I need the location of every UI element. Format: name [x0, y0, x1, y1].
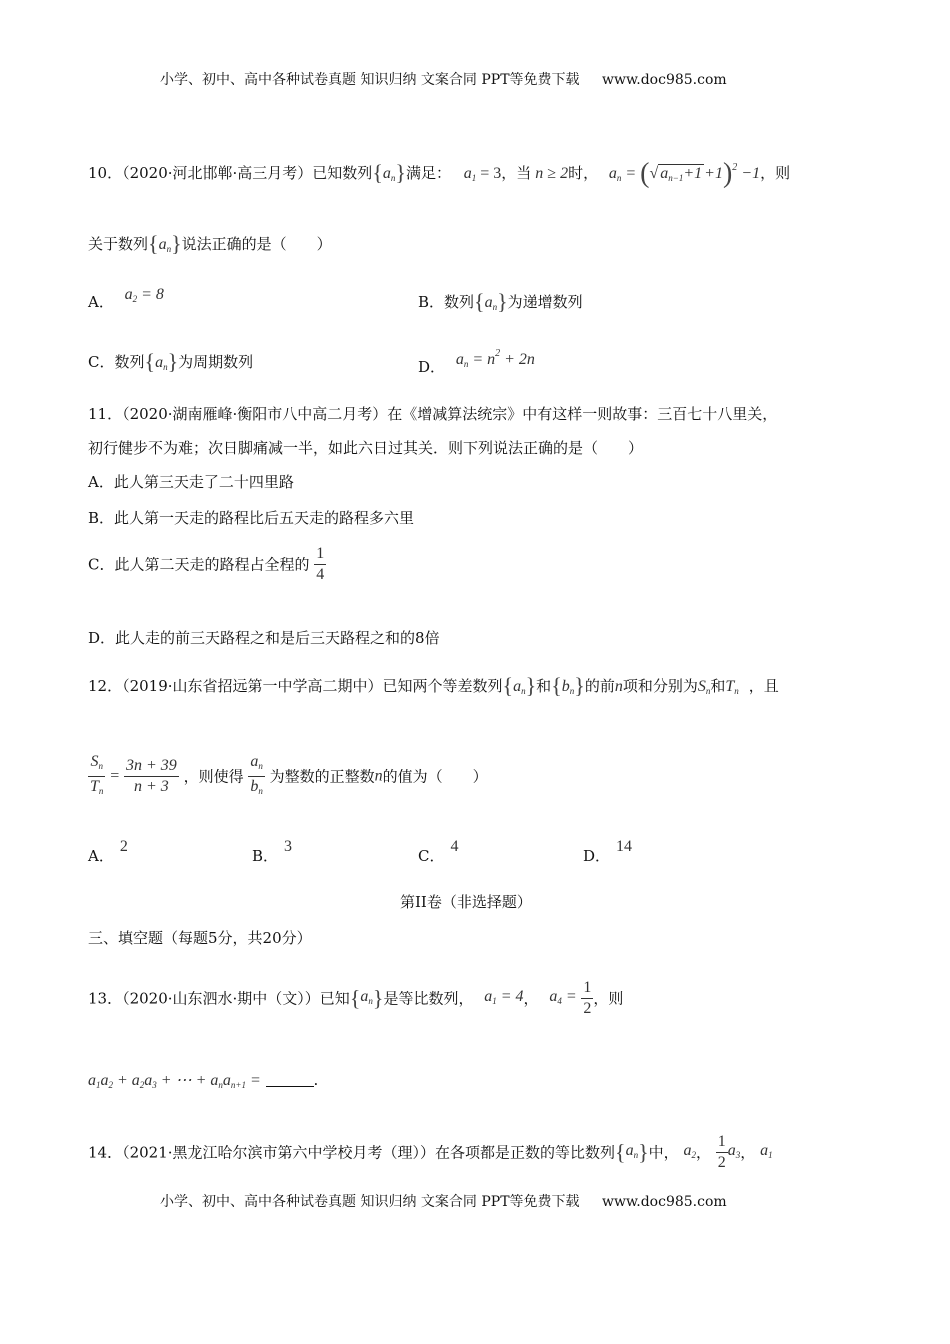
text: 项和分别为: [622, 677, 698, 695]
option-value: 14: [616, 838, 633, 855]
fraction: $\frac{1}{2}$: [583, 979, 592, 1017]
question-number: 12．: [88, 677, 123, 695]
option-10-a[interactable]: A． $a_2 = 8$: [88, 286, 164, 311]
math-part: −1: [741, 165, 761, 182]
text: 时，: [568, 164, 599, 182]
option-value: 4: [450, 838, 459, 855]
math-part: = 4: [500, 987, 524, 1005]
math-part: + ⋯ +: [160, 1072, 207, 1089]
math-a1-value: = 3: [476, 165, 502, 182]
math-n: n: [614, 678, 623, 695]
option-11-c[interactable]: [88, 544, 326, 585]
text: 为周期数列: [178, 353, 254, 371]
math-recurrence: $a_n$ = (√ $a_{n-1}+1 +1)^2 -1$: [608, 158, 761, 189]
option-label: C．: [88, 353, 115, 371]
option-10-b[interactable]: B．数列$\{a_n\}$为递增数列: [418, 289, 583, 314]
question-number: 10．: [88, 164, 123, 182]
question-source: （2020·山东泗水·期中（文））已知: [122, 989, 350, 1008]
text: 为递增数列: [507, 293, 583, 311]
text: 中，: [648, 1143, 679, 1162]
text: 数列: [444, 293, 475, 311]
question-number: 14．: [88, 1143, 123, 1162]
fraction: $\frac{1}{4}$: [316, 545, 325, 583]
text: 的值为（ ）: [382, 767, 488, 786]
fraction-sn-tn: $\frac{S_n}{T_n}$: [90, 753, 104, 796]
option-12-b[interactable]: [252, 838, 293, 867]
question-11-line2: 初行健步不为难；次日脚痛减一半，如此六日过其关．则下列说法正确的是（ ）: [88, 439, 644, 457]
question-11-line1: 11．（2020·湖南雁峰·衡阳市八中高二月考）在《增减算法统宗》中有这样一则故事：三百七十八里关，: [88, 405, 778, 423]
math-part: +1: [683, 165, 703, 182]
header-text: 小学、初中、高中各种试卷真题 知识归纳 文案合同 PPT等免费下载: [160, 72, 580, 88]
option-10-c[interactable]: C．数列$\{a_n\}$为周期数列: [88, 349, 254, 374]
question-source: （2020·河北邯郸·高三月考）已知数列: [122, 164, 373, 182]
text: 的前: [584, 677, 615, 695]
option-11-b[interactable]: B．此人第一天走的路程比后五天走的路程多六里: [88, 509, 415, 527]
option-11-d[interactable]: D．此人走的前三天路程之和是后三天路程之和的8倍: [88, 629, 440, 647]
math-expression: $a_1a_2 + a_2a_3$ + ⋯ + $a_na_{n+1}$ =: [88, 1072, 261, 1090]
question-12-line2: $\frac{S_n}{T_n}$ = $\frac{3n + 39}{n + 3}$ ，则使得 $\frac{a_n}{b_n}$ 为整数的正整数n的值为（ ）: [88, 752, 488, 801]
question-number: 13．: [88, 989, 123, 1008]
question-10-line1: 10．（2020·河北邯郸·高三月考）已知数列$\{a_n\}$满足： $a_1 = 3$，当 n ≥ 2时， $a_n$ = (√ $a_{n-1}+1 +1)^2 -1$，则: [88, 158, 791, 189]
option-label: B．: [252, 847, 279, 865]
option-10-d[interactable]: D． $a_n = n^2 + 2n$: [418, 348, 535, 376]
question-13-line2: [88, 1070, 318, 1095]
text: ，则: [760, 164, 791, 182]
math-part: + 2n: [504, 351, 535, 368]
option-12-d[interactable]: [583, 838, 633, 867]
page-footer: [160, 1192, 727, 1212]
text: 是等比数列，: [383, 989, 474, 1008]
question-source: （2021·黑龙江哈尔滨市第六中学校月考（理））在各项都是正数的等比数列: [122, 1143, 616, 1162]
footer-url: www.doc985.com: [601, 1194, 727, 1210]
text: ，当: [501, 164, 532, 182]
answer-blank[interactable]: [266, 1070, 314, 1087]
fraction: $\frac{1}{2}$: [717, 1133, 726, 1171]
math-a1: $a_1$: [463, 165, 477, 183]
text: 为整数的正整数: [269, 767, 375, 786]
question-12-line1: 12．（2019·山东省招远第一中学高二期中）已知两个等差数列$\{a_n\}$和$\{b_n\}$的前n项和分别为$S_n$和$T_n$ ，且: [88, 673, 779, 698]
question-13-line1: 13．（2020·山东泗水·期中（文））已知$\{a_n\}$是等比数列， $a_1 = 4$， $a_4$ = $\frac{1}{2}$ ，则: [88, 979, 624, 1017]
option-text: C．此人第二天走的路程占全程的: [88, 555, 310, 574]
text: 满足：: [405, 164, 451, 182]
option-value: 3: [284, 838, 293, 855]
text: 说法正确的是（ ）: [181, 235, 332, 253]
option-label: A．: [88, 293, 114, 311]
text: 数列: [114, 353, 145, 371]
text: .: [313, 1071, 319, 1089]
option-12-c[interactable]: [418, 838, 459, 867]
question-14-line1: 14．（2021·黑龙江哈尔滨市第六中学校月考（理））在各项都是正数的等比数列$\{a_n\}$中， $a_2$， $\frac{1}{2}$ $a_3$， $a_1$: [88, 1133, 773, 1171]
page-header: [160, 70, 727, 90]
section-subtitle: 三、填空题（每题5分，共20分）: [88, 929, 312, 947]
math-n: n: [374, 767, 383, 785]
text: ，且: [748, 677, 779, 695]
question-10-line2: 关于数列$\{a_n\}$说法正确的是（ ）: [88, 231, 332, 256]
option-label: B．: [418, 293, 445, 311]
option-12-a[interactable]: [88, 838, 128, 867]
math-part: = 8: [141, 286, 164, 303]
option-label: D．: [583, 847, 611, 865]
text: ，则使得: [183, 767, 244, 786]
option-label: A．: [88, 847, 114, 865]
option-value: 2: [119, 838, 128, 855]
question-source: （2019·山东省招远第一中学高二期中）已知两个等差数列: [122, 677, 503, 695]
text: 和: [710, 677, 726, 695]
section-title: 第II卷（非选择题）: [400, 893, 532, 911]
option-label: C．: [418, 847, 445, 865]
option-label: D．: [418, 358, 446, 376]
footer-text: 小学、初中、高中各种试卷真题 知识归纳 文案合同 PPT等免费下载: [160, 1194, 580, 1210]
math-part: =: [249, 1072, 261, 1089]
option-11-a[interactable]: A．此人第三天走了二十四里路: [88, 473, 294, 491]
text: 和: [536, 677, 552, 695]
text: ，则: [593, 989, 624, 1008]
header-url: www.doc985.com: [601, 72, 727, 88]
fraction-an-bn: $\frac{a_n}{b_n}$: [250, 753, 263, 796]
text: 关于数列: [88, 235, 149, 253]
fraction-ratio: $\frac{3n + 39}{n + 3}$: [126, 757, 177, 795]
math-condition: n ≥ 2: [535, 165, 569, 182]
